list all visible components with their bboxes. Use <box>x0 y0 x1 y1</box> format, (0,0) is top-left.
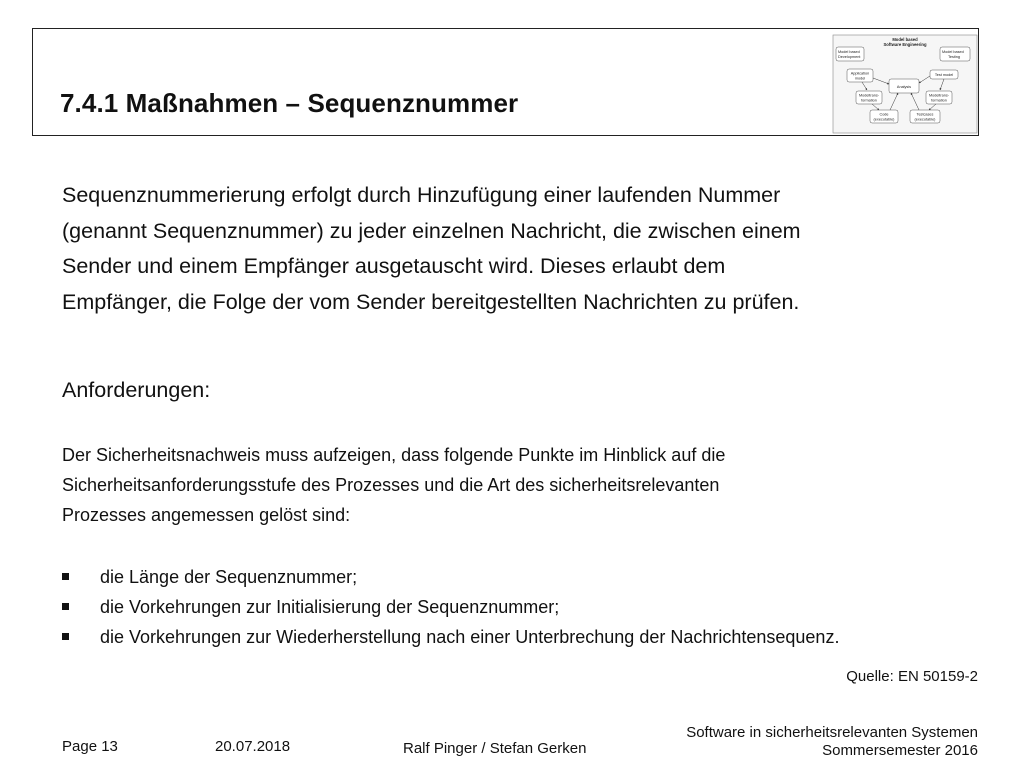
paragraph-line: Empfänger, die Folge der vom Sender bereitgestellten Nachrichten zu prüfen. <box>62 289 800 314</box>
diagram-box-mbd <box>836 47 864 61</box>
list-item <box>62 562 862 592</box>
diagram-node-code <box>870 110 898 123</box>
test-model-label: Test model <box>934 73 954 77</box>
bullet-icon <box>62 603 69 610</box>
requirements-list <box>62 562 862 652</box>
diagram-node-application-model <box>847 69 873 82</box>
list-item <box>62 622 860 652</box>
bullet-icon <box>62 633 69 640</box>
diagram-node-left-transformation <box>856 91 882 104</box>
app-model-line1: Application <box>850 71 870 76</box>
diagram-node-test-model <box>930 70 958 79</box>
requirements-intro-line: Sicherheitsanforderungsstufe des Prozesses und die Art des sicherheitsrelevanten <box>62 475 720 495</box>
diagram-node-testcases <box>910 110 940 123</box>
list-item-text: die Vorkehrungen zur Initialisierung der Sequenznummer; <box>100 597 560 617</box>
bullet-icon <box>62 573 69 580</box>
code-line2: (executable) <box>873 117 895 122</box>
diagram-box-mbt <box>940 47 970 61</box>
page-number: Page 13 <box>62 738 118 755</box>
requirements-intro <box>62 440 942 530</box>
diagram-title-line1: Model based <box>892 37 918 42</box>
list-item <box>62 592 862 622</box>
right-trans-line1: Modeltrans- <box>928 93 950 98</box>
right-trans-line2: formation <box>931 98 947 103</box>
course-semester: Sommersemester 2016 <box>822 742 978 759</box>
footer-course <box>686 724 978 760</box>
mbt-line1: Model based <box>942 50 964 54</box>
course-title: Software in sicherheitsrelevanten Systemen <box>686 724 978 741</box>
requirements-intro-line: Prozesses angemessen gelöst sind: <box>62 505 351 525</box>
mbse-diagram <box>832 34 978 134</box>
requirements-intro-line: Der Sicherheitsnachweis muss aufzeigen, dass folgende Punkte im Hinblick auf die <box>62 445 726 465</box>
app-model-line2: model <box>854 76 866 81</box>
testcases-line1: Testcases <box>916 112 934 117</box>
analysis-label: Analysis <box>896 85 912 89</box>
list-item-text: die Vorkehrungen zur Wiederherstellung nach einer Unterbrechung der Nachrichtensequenz. <box>100 627 840 647</box>
paragraph-line: Sender und einem Empfänger ausgetauscht wird. Dieses erlaubt dem <box>62 254 726 278</box>
diagram-title-line2: Software Engineering <box>883 42 927 47</box>
footer-authors: Ralf Pinger / Stefan Gerken <box>403 740 587 757</box>
mbd-line1: Model based <box>838 50 860 54</box>
mbt-line2: Testing <box>948 55 961 59</box>
footer-date: 20.07.2018 <box>215 738 291 755</box>
intro-paragraph <box>62 178 962 320</box>
mbd-line2: Development <box>838 55 861 59</box>
source-note: Quelle: EN 50159-2 <box>846 668 978 685</box>
code-line1: Code <box>879 112 889 117</box>
diagram-node-analysis <box>889 79 919 93</box>
testcases-line2: (executable) <box>914 117 936 122</box>
slide-title: 7.4.1 Maßnahmen – Sequenznummer <box>60 88 519 118</box>
paragraph-line: Sequenznummerierung erfolgt durch Hinzufügung einer laufenden Nummer <box>62 183 781 207</box>
diagram-node-right-transformation <box>926 91 952 104</box>
requirements-heading: Anforderungen: <box>62 378 211 402</box>
left-trans-line1: Modeltrans- <box>858 93 880 98</box>
list-item-text: die Länge der Sequenznummer; <box>100 567 358 587</box>
paragraph-line: (genannt Sequenznummer) zu jeder einzelnen Nachricht, die zwischen einem <box>62 218 801 243</box>
left-trans-line2: formation <box>861 98 877 103</box>
